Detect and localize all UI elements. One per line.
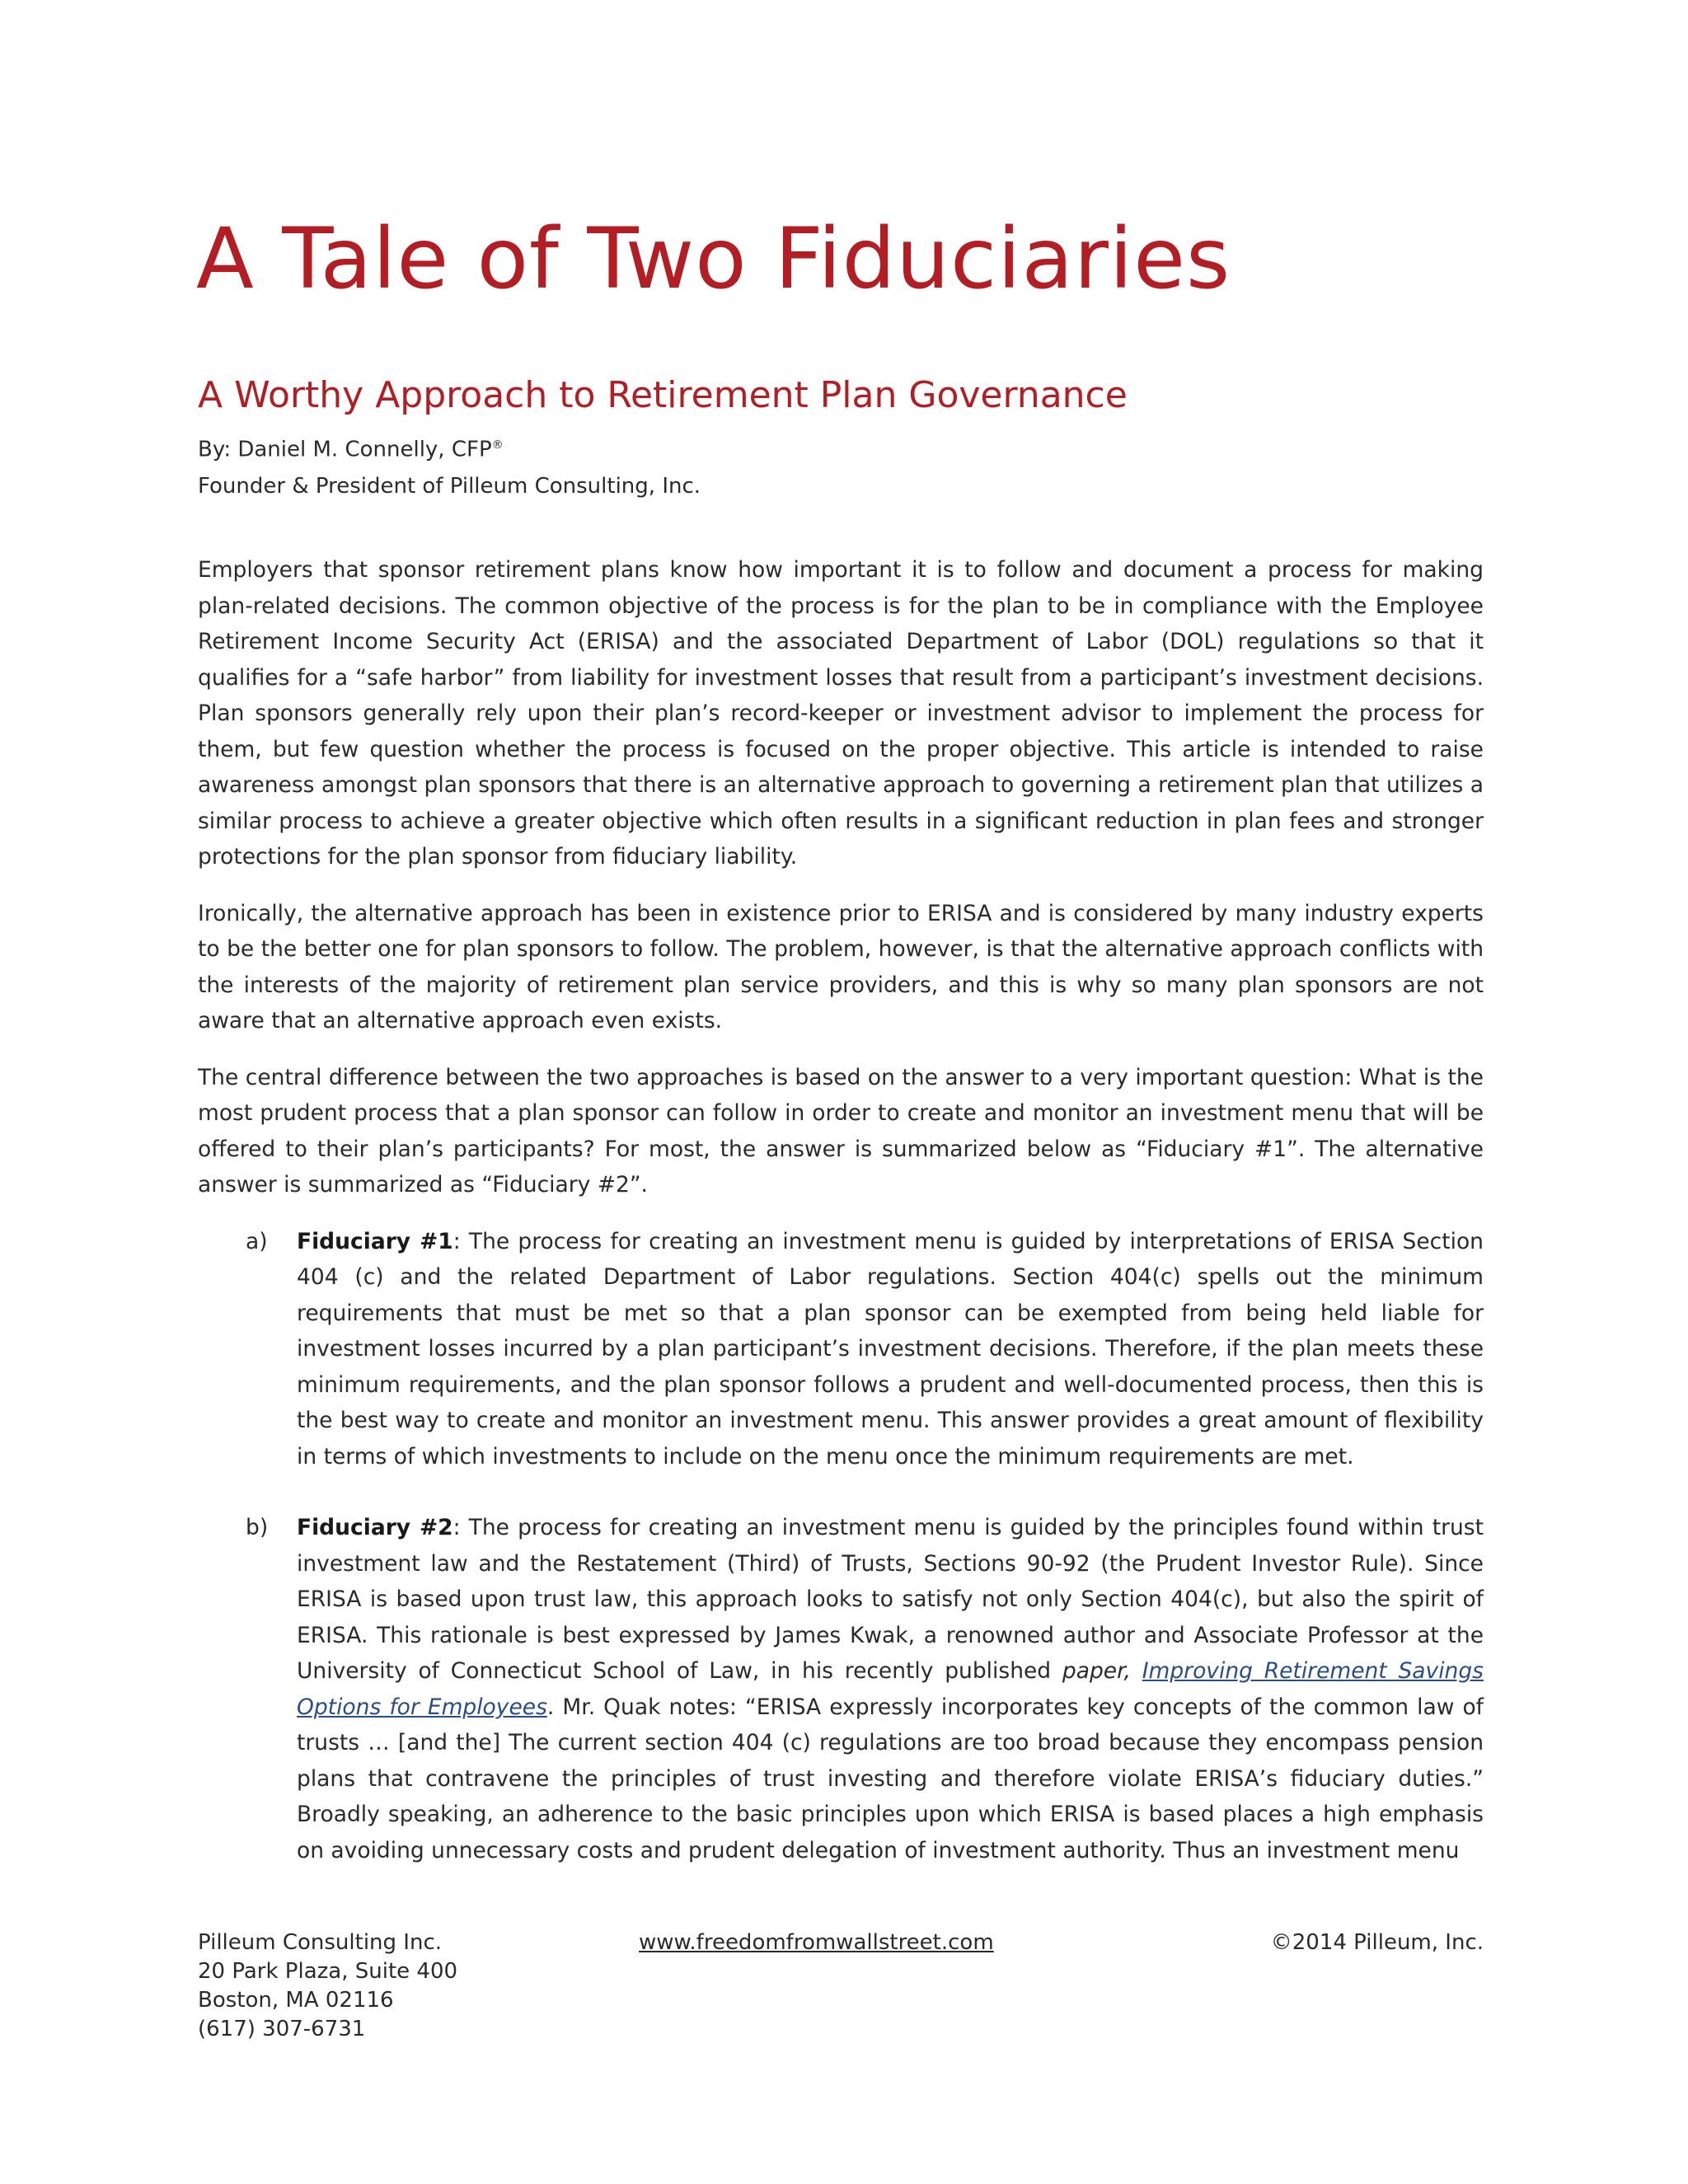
list-item-label: Fiduciary #1 (297, 1228, 453, 1254)
byline (198, 427, 1517, 504)
italic-word: paper, (1062, 1658, 1131, 1684)
document-subtitle: A Worthy Approach to Retirement Plan Governance (198, 374, 1128, 416)
list-marker: a) (246, 1228, 268, 1254)
author-role: Founder & President of Pilleum Consulting, Inc. (198, 473, 701, 499)
paragraph-3: The central difference between the two approaches is based on the answer to a very important question: What is the most prudent process that a plan sponsor can follow in order to create and monitor an investment menu that will be offered to their plan’s participants? For most, the answer is summarized below as “Fiduciary #1”. The alternative answer is summarized as “Fiduciary #2”. (198, 1064, 1484, 1197)
author-line (198, 427, 1517, 468)
list-item-text: : The process for creating an investment menu is guided by interpretations of ERISA Section 404 (c) and the related Department of Labor regulations. Section 404(c) spells out the minimum requirements that must be met so that a plan sponsor can be exempted from being held liable for investment losses incurred by a plan participant’s investment decisions. Therefore, if the plan meets these minimum requirements, and the plan sponsor follows a prudent and well-documented process, then this is the best way to create and monitor an investment menu. This answer provides a great amount of flexibility in terms of which investments to include on the menu once the minimum requirements are met. (297, 1228, 1484, 1469)
footer-phone: (617) 307-6731 (198, 2017, 366, 2041)
registered-mark: ® (491, 438, 504, 452)
article-body (198, 552, 1484, 1904)
footer-company: Pilleum Consulting Inc. (198, 1930, 443, 1955)
fiduciary-list (198, 1224, 1484, 1869)
list-item-fiduciary-1 (198, 1224, 1484, 1475)
list-marker: b) (246, 1515, 269, 1540)
footer-website-link[interactable]: www.freedomfromwallstreet.com (639, 1930, 994, 1955)
footer-address-line-2: Boston, MA 02116 (198, 1988, 394, 2013)
document-title: A Tale of Two Fiduciaries (196, 210, 1231, 308)
paragraph-1: Employers that sponsor retirement plans know how important it is to follow and document a process for making plan-related decisions. The common objective of the process is for the plan to be in compliance with the Employee Retirement Income Security Act (ERISA) and the associated Department of Labor (DOL) regulations so that it qualifies for a “safe harbor” from liability for investment losses that result from a participant’s investment decisions. Plan sponsors generally rely upon their plan’s record-keeper or investment advisor to implement the process for them, but few question whether the process is focused on the proper objective. This article is intended to raise awareness amongst plan sponsors that there is an alternative approach to governing a retirement plan that utilizes a similar process to achieve a greater objective which often results in a significant reduction in plan fees and stronger protections for the plan sponsor from fiduciary liability. (198, 557, 1484, 869)
list-item-label: Fiduciary #2 (297, 1515, 453, 1540)
list-item-text-continued: . Mr. Quak notes: “ERISA expressly incorporates key concepts of the common law of trusts … [and the] The current section 404 (c) regulations are too broad because they encompass pension plans that contravene the principles of trust investing and therefore violate ERISA’s fiduciary duties.” Broadly speaking, an adherence to the basic principles upon which ERISA is based places a high emphasis on avoiding unnecessary costs and prudent delegation of investment authority. Thus an investment menu (297, 1694, 1484, 1863)
paper-link[interactable]: Improving Retirement Savings Options for Employees (297, 1658, 1484, 1720)
footer-copyright: ©2014 Pilleum, Inc. (1270, 1930, 1484, 1955)
footer-address (198, 1929, 457, 2044)
paragraph-2: Ironically, the alternative approach has been in existence prior to ERISA and is considered by many industry experts to be the better one for plan sponsors to follow. The problem, however, is that the alternative approach conflicts with the interests of the majority of retirement plan service providers, and this is why so many plan sponsors are not aware that an alternative approach even exists. (198, 900, 1484, 1033)
list-item-fiduciary-2 (198, 1510, 1484, 1868)
list-item-text: : The process for creating an investment menu is guided by the principles found within trust investment law and the Restatement (Third) of Trusts, Sections 90-92 (the Prudent Investor Rule). Since ERISA is based upon trust law, this approach looks to satisfy not only Section 404(c), but also the spirit of ERISA. This rationale is best expressed by James Kwak, a renowned author and Associate Professor at the University of Connecticut School of Law, in his recently published (297, 1515, 1484, 1684)
page-footer (198, 1929, 1484, 2060)
footer-address-line-1: 20 Park Plaza, Suite 400 (198, 1959, 458, 1984)
author-name: By: Daniel M. Connelly, CFP (198, 437, 492, 462)
